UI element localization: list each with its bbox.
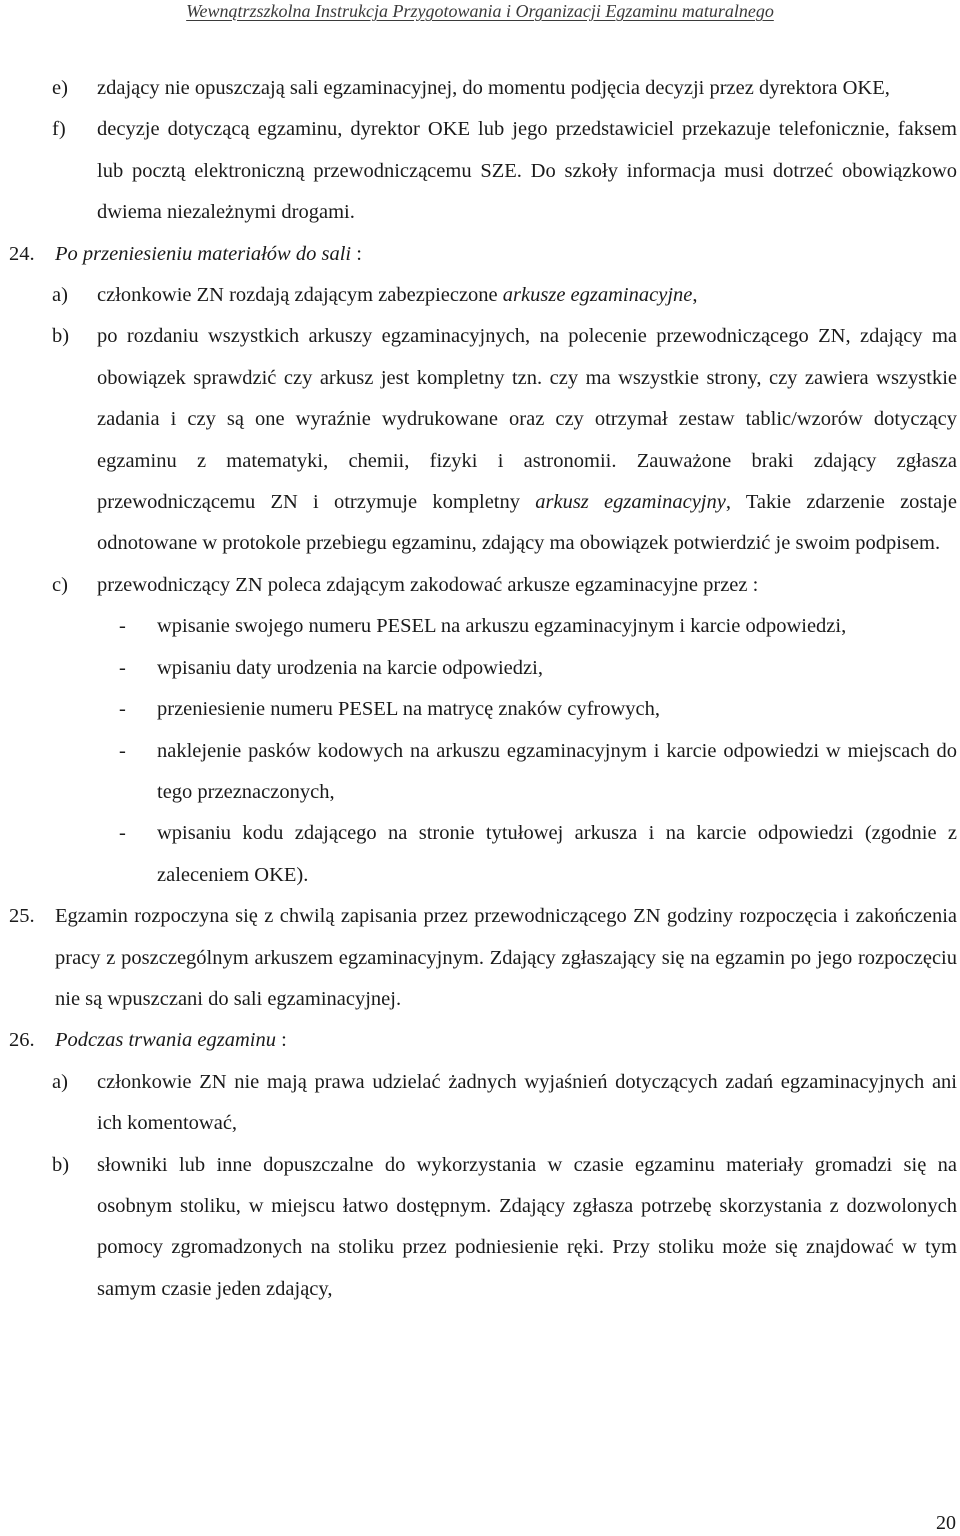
section-title: Po przeniesieniu materiałów do sali :	[55, 242, 362, 265]
dash-text: naklejenie pasków kodowych na arkuszu egzaminacyjnym i karcie odpowiedzi w miejscach do tego przeznaczonych,	[157, 739, 957, 803]
dash-list-item	[102, 689, 957, 730]
item-label: c)	[52, 573, 68, 596]
dash-text: wpisaniu kodu zdającego na stronie tytułowej arkusza i na karcie odpowiedzi (zgodnie z zaleceniem OKE).	[157, 822, 957, 886]
document-title: Wewnątrzszkolna Instrukcja Przygotowania i Organizacji Egzaminu maturalnego	[186, 1, 774, 21]
section-title: Podczas trwania egzaminu :	[55, 1029, 287, 1052]
item-label: b)	[52, 325, 70, 348]
dash-text: wpisaniu daty urodzenia na karcie odpowiedzi,	[157, 656, 543, 679]
dash-list-item	[102, 648, 957, 689]
section-25	[9, 896, 957, 1020]
item-text: członkowie ZN rozdają zdającym zabezpieczone arkusze egzaminacyjne,	[97, 284, 698, 307]
dash-list-item	[102, 813, 957, 896]
section-number: 26.	[9, 1029, 35, 1052]
section-24-item-a	[52, 275, 957, 316]
dash-list-item	[102, 606, 957, 647]
item-label: b)	[52, 1153, 70, 1176]
item-label: a)	[52, 284, 68, 307]
section-number: 25.	[9, 905, 35, 928]
item-label: f)	[52, 118, 66, 141]
item-text: decyzje dotyczącą egzaminu, dyrektor OKE lub jego przedstawiciel przekazuje telefonicznie, faksem lub pocztą elektroniczną przewodniczącemu SZE. Do szkoły informacja musi dotrzeć obowiązkowo dwiema niezależnymi drogami.	[97, 118, 957, 224]
section-text: Egzamin rozpoczyna się z chwilą zapisania przez przewodniczącego ZN godziny rozpoczęcia i zakończenia pracy z poszczególnym arkuszem egzaminacyjnym. Zdający zgłaszający się na egzamin po jego rozpoczęciu nie są wpuszczani do sali egzaminacyjnej.	[55, 905, 957, 1010]
list-item-f	[52, 109, 957, 233]
section-26-heading	[9, 1020, 957, 1061]
section-26-item-a	[52, 1062, 957, 1145]
section-24-item-b	[52, 316, 957, 564]
section-26-item-b	[52, 1145, 957, 1311]
item-text: członkowie ZN nie mają prawa udzielać żadnych wyjaśnień dotyczących zadań egzaminacyjnych ani ich komentować,	[97, 1070, 957, 1135]
section-number: 24.	[9, 242, 35, 265]
page-number: 20	[936, 1512, 956, 1534]
item-label: a)	[52, 1070, 68, 1093]
section-24-item-c	[52, 565, 957, 606]
dash-list-item	[102, 731, 957, 814]
dash-text: wpisanie swojego numeru PESEL na arkuszu egzaminacyjnym i karcie odpowiedzi,	[157, 615, 847, 638]
dash-text: przeniesienie numeru PESEL na matrycę znaków cyfrowych,	[157, 698, 661, 721]
dash-marker: -	[119, 615, 126, 638]
item-text: słowniki lub inne dopuszczalne do wykorzystania w czasie egzaminu materiały gromadzi się na osobnym stoliku, w miejscu łatwo dostępnym. Zdający zgłasza potrzebę skorzystania z dozwolonych pomocy zgromadzonych na stoliku przez podniesienie ręki. Przy stoliku może się znajdować w tym samym czasie jeden zdający,	[97, 1153, 957, 1300]
dash-marker: -	[119, 822, 126, 845]
page-header	[0, 0, 960, 40]
item-label: e)	[52, 77, 68, 99]
section-24-heading	[9, 234, 957, 275]
dash-marker: -	[119, 656, 126, 679]
dash-marker: -	[119, 739, 126, 762]
item-text: po rozdaniu wszystkich arkuszy egzaminacyjnych, na polecenie przewodniczącego ZN, zdający ma obowiązek sprawdzić czy arkusz jest kompletny tzn. czy ma wszystkie strony, czy zawiera wszystkie zadania i czy są one wyraźnie wydrukowane oraz czy otrzymał zestaw tablic/wzorów dotyczący egzaminu z matematyki, chemii, fizyki i astronomii. Zauważone braki zdający zgłasza przewodniczącemu ZN i otrzymuje kompletny arkusz egzaminacyjny, Takie zdarzenie zostaje odnotowane w protokole przebiegu egzaminu, zdający ma obowiązek potwierdzić je swoim podpisem.	[97, 325, 957, 555]
item-text: zdający nie opuszczają sali egzaminacyjnej, do momentu podjęcia decyzji przez dyrektora OKE,	[97, 77, 890, 99]
list-item-e	[52, 68, 957, 109]
item-text: przewodniczący ZN poleca zdającym zakodować arkusze egzaminacyjne przez :	[97, 573, 759, 596]
document-body	[9, 68, 957, 1310]
dash-marker: -	[119, 698, 126, 721]
